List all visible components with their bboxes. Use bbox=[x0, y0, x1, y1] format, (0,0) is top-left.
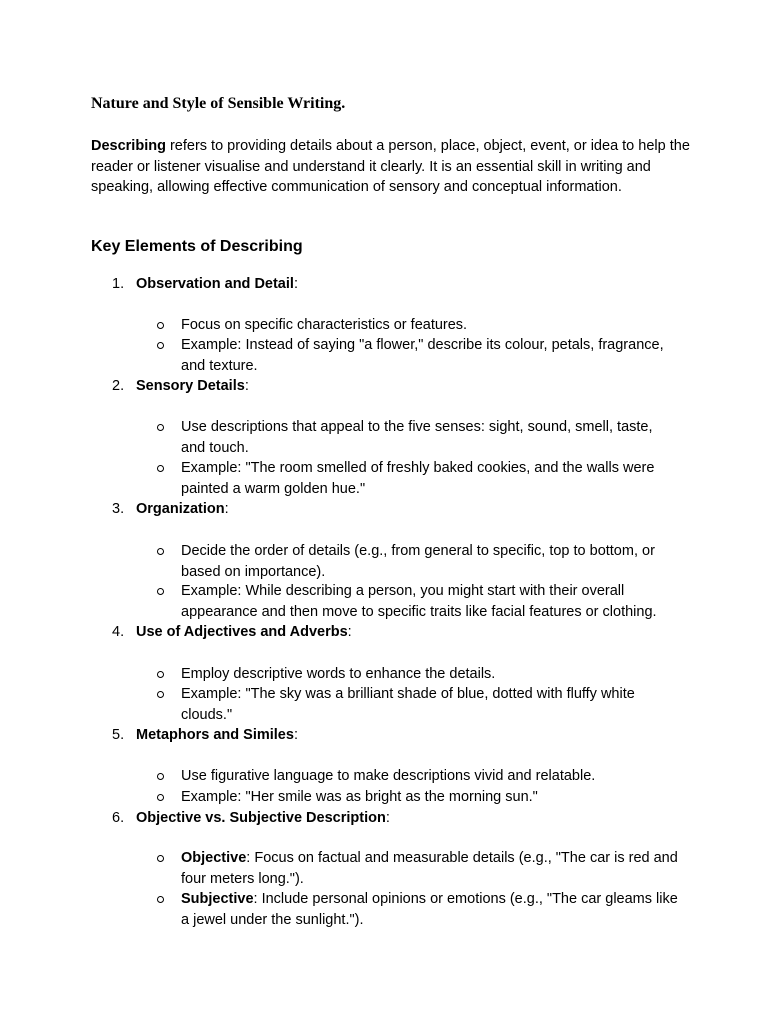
sub-list-item-body: Use figurative language to make descriptions vivid and relatable. bbox=[181, 768, 596, 784]
sub-list-item-text bbox=[181, 335, 679, 376]
list-item-title bbox=[136, 808, 390, 829]
list-item-title-bold: Objective vs. Subjective Description bbox=[136, 810, 386, 826]
sub-list-item-body: Example: "Her smile was as bright as the morning sun." bbox=[181, 789, 538, 805]
list-item-title-bold: Organization bbox=[136, 501, 225, 517]
sub-list-item-text bbox=[181, 889, 679, 930]
page-title: Nature and Style of Sensible Writing. bbox=[91, 95, 346, 112]
hollow-bullet-icon bbox=[157, 322, 164, 329]
sub-list-item-text bbox=[181, 664, 679, 685]
hollow-bullet-icon bbox=[157, 773, 164, 780]
sub-list-item-body: : Focus on factual and measurable details (e.g., "The car is red and four meters long."). bbox=[181, 850, 678, 887]
list-item-number: 3. bbox=[112, 501, 125, 517]
list-item-number: 5. bbox=[112, 727, 125, 743]
list-item-title-suffix: : bbox=[293, 727, 298, 743]
hollow-bullet-icon bbox=[157, 855, 164, 862]
list-item bbox=[91, 274, 691, 295]
list-item-number: 4. bbox=[112, 624, 125, 640]
list-item-title-bold: Sensory Details bbox=[136, 378, 245, 394]
sub-list-item-body: Use descriptions that appeal to the five senses: sight, sound, smell, taste, and touch. bbox=[181, 419, 653, 456]
list-item-title bbox=[136, 376, 249, 397]
list-item-title bbox=[136, 499, 229, 520]
hollow-bullet-icon bbox=[157, 465, 164, 472]
hollow-bullet-icon bbox=[157, 424, 164, 431]
list-item-title-bold: Metaphors and Similes bbox=[136, 727, 294, 743]
list-item bbox=[91, 622, 691, 643]
intro-term: Describing bbox=[91, 138, 166, 154]
hollow-bullet-icon bbox=[157, 342, 164, 349]
list-item-title-bold: Observation and Detail bbox=[136, 276, 294, 292]
sub-list-item-text bbox=[181, 684, 679, 725]
sub-list-item-body: Decide the order of details (e.g., from general to specific, top to bottom, or based on importance). bbox=[181, 543, 655, 580]
sub-list-item-body: : Include personal opinions or emotions (e.g., "The car gleams like a jewel under the sunlight."). bbox=[181, 891, 678, 928]
sub-list-item-text bbox=[181, 458, 679, 499]
list-item-title-suffix: : bbox=[347, 624, 352, 640]
sub-list-item-body: Example: While describing a person, you might start with their overall appearance and then move to specific traits like facial features or clothing. bbox=[181, 583, 657, 620]
intro-paragraph bbox=[91, 136, 691, 198]
hollow-bullet-icon bbox=[157, 896, 164, 903]
sub-list-item-text bbox=[181, 315, 679, 336]
hollow-bullet-icon bbox=[157, 794, 164, 801]
list-item-number: 2. bbox=[112, 378, 125, 394]
hollow-bullet-icon bbox=[157, 671, 164, 678]
sub-list-item-text bbox=[181, 541, 679, 582]
sub-list-item-body: Focus on specific characteristics or features. bbox=[181, 317, 468, 333]
sub-list-item-body: Example: Instead of saying "a flower," describe its colour, petals, fragrance, and texture. bbox=[181, 337, 664, 374]
list-item bbox=[91, 808, 691, 829]
list-item-title-suffix: : bbox=[385, 810, 390, 826]
sub-list-item-text bbox=[181, 581, 679, 622]
hollow-bullet-icon bbox=[157, 588, 164, 595]
list-item-title-suffix: : bbox=[244, 378, 249, 394]
list-item-number: 1. bbox=[112, 276, 125, 292]
sub-list-item-text bbox=[181, 787, 679, 808]
hollow-bullet-icon bbox=[157, 691, 164, 698]
sub-list-item-body: Employ descriptive words to enhance the details. bbox=[181, 666, 496, 682]
list-item-title-suffix: : bbox=[224, 501, 229, 517]
list-item-number: 6. bbox=[112, 810, 125, 826]
list-item-title bbox=[136, 274, 298, 295]
sub-list-item-body: Example: "The room smelled of freshly baked cookies, and the walls were painted a warm golden hue." bbox=[181, 460, 655, 497]
list-item-title-suffix: : bbox=[293, 276, 298, 292]
list-item-title bbox=[136, 725, 298, 746]
hollow-bullet-icon bbox=[157, 548, 164, 555]
list-item-title bbox=[136, 622, 352, 643]
sub-list-item-text bbox=[181, 417, 679, 458]
list-item bbox=[91, 725, 691, 746]
section-heading: Key Elements of Describing bbox=[91, 238, 303, 255]
sub-list-item-term: Objective bbox=[181, 850, 247, 866]
sub-list-item-body: Example: "The sky was a brilliant shade of blue, dotted with fluffy white clouds." bbox=[181, 686, 635, 723]
sub-list-item-text bbox=[181, 766, 679, 787]
list-item bbox=[91, 376, 691, 397]
sub-list-item-text bbox=[181, 848, 679, 889]
sub-list-item-term: Subjective bbox=[181, 891, 254, 907]
list-item-title-bold: Use of Adjectives and Adverbs bbox=[136, 624, 348, 640]
list-item bbox=[91, 499, 691, 520]
intro-text: refers to providing details about a person, place, object, event, or idea to help the reader or listener visualise and understand it clearly. It is an essential skill in writing and speaking, allowing effective communication of sensory and conceptual information. bbox=[91, 138, 690, 195]
